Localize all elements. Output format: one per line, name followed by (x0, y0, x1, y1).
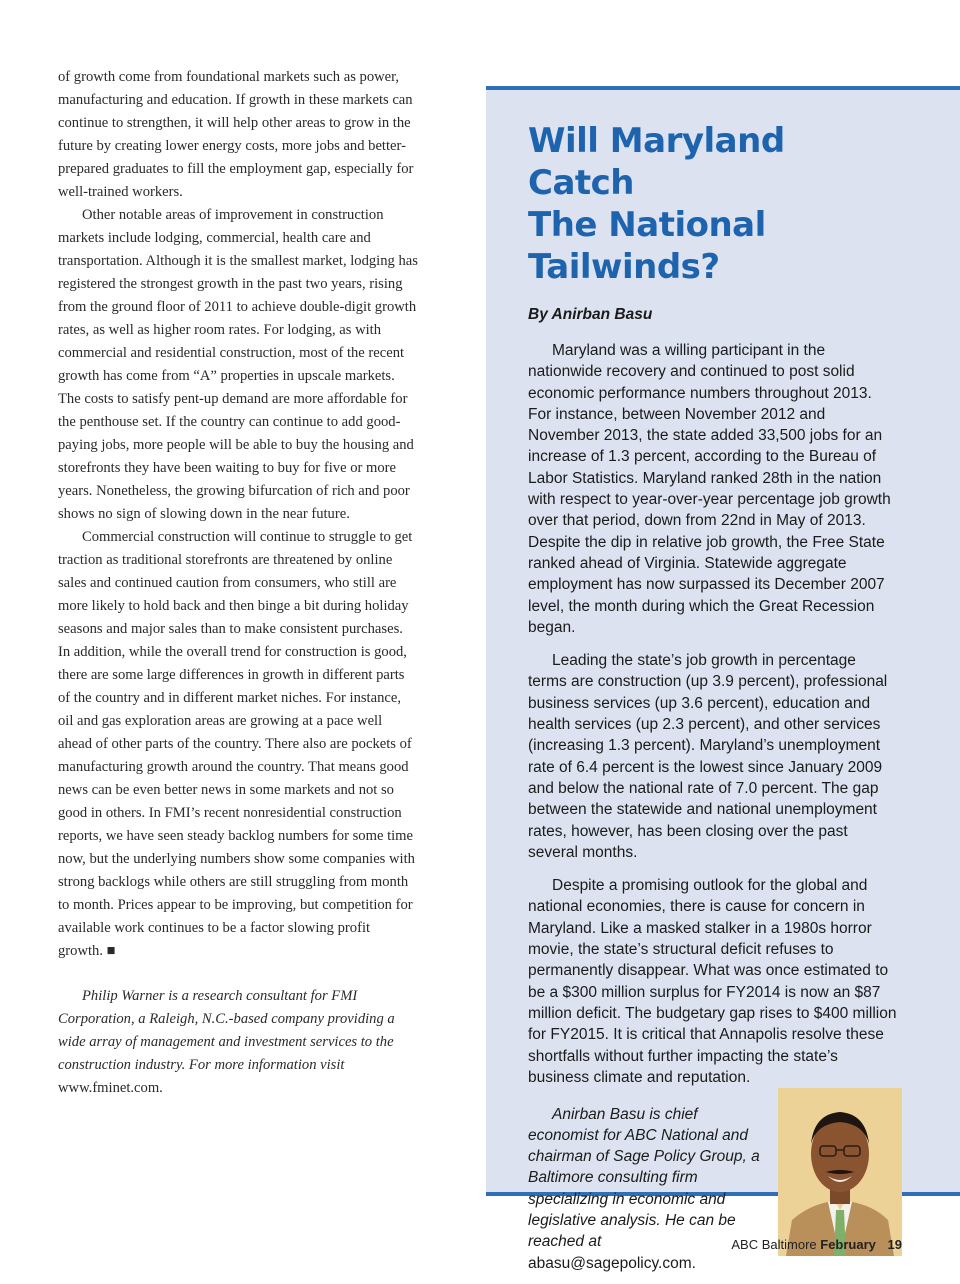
author-bio-left-text: Philip Warner is a research consultant for FMI Corporation, a Raleigh, N.C.-based company providing a wide array of management and investment services to the construction industry. For more information visit (58, 988, 395, 1073)
left-paragraph-1: of growth come from foundational markets such as power, manufacturing and education. If growth in these markets can continue to strengthen, it will help other areas to grow in the future by creating lower energy costs, more jobs and better-prepared graduates to fill the employment gap, especially for well-trained workers. (58, 69, 414, 200)
left-paragraph-2: Other notable areas of improvement in construction markets include lodging, commercial, health care and transportation. Although it is the smallest market, lodging has registered the strongest growth in the past two years, rising from the ground floor of 2011 to achieve double-digit growth rates, as well as higher room rates. For lodging, as with commercial and residential construction, most of the recent growth has come from “A” properties in upscale markets. The costs to satisfy pent-up demand are more affordable for the penthouse set. If the country can continue to add good-paying jobs, more people will be able to buy the housing and storefronts they have been waiting to buy for five or more years. Nonetheless, the growing bifurcation of rich and poor shows no sign of slowing down in the near future. (58, 207, 418, 522)
page-number: 19 (887, 1237, 902, 1252)
author-bio-sidebar (528, 1104, 764, 1274)
sidebar-paragraph-3: Despite a promising outlook for the global and national economies, there is cause for concern in Maryland. Like a masked stalker in a 1980s horror movie, the state’s structural deficit refuses to permanently disappear. What was once estimated to be a $300 million surplus for FY2014 is now an $87 million deficit. The budgetary gap rises to $400 million for FY2015. It is critical that Annapolis resolve these shortfalls without further impacting the state’s business climate and reputation. (528, 877, 897, 1086)
publication-name: ABC Baltimore (731, 1237, 817, 1252)
left-paragraph-3-text: Commercial construction will continue to struggle to get traction as traditional storefronts are threatened by online sales and continued caution from consumers, who still are more likely to hold back and then binge a bit during holiday seasons and major sales than to make consistent purchases. In addition, while the overall trend for construction is good, there are some large differences in growth in different parts of the country and in different market niches. For instance, oil and gas exploration areas are growing at a pace well ahead of other parts of the country. There also are pockets of manufacturing growth around the country. That means good news can be even better news in some markets and not so good in others. In FMI’s recent nonresidential construction reports, we have seen steady backlog numbers for some time now, but the underlying numbers show some companies with strong backlogs while others are still struggling from month to month. Prices appear to be improving, but competition for available work continues to be a factor slowing profit growth. (58, 529, 415, 959)
author-bio-left (58, 985, 418, 1100)
end-mark: ■ (106, 943, 116, 959)
left-paragraph-3 (58, 526, 418, 963)
issue-month: February (820, 1237, 876, 1252)
sidebar-content (528, 120, 898, 1272)
sidebar-headline (528, 120, 898, 288)
byline: By Anirban Basu (528, 306, 653, 323)
sidebar-paragraph-1: Maryland was a willing participant in the nationwide recovery and continued to post solid economic performance numbers throughout 2013. For instance, between November 2012 and November 2013, the state added 33,500 jobs for an increase of 1.3 percent, according to the Bureau of Labor Statistics. Maryland ranked 28th in the nation with respect to year-over-year percentage job growth over that period, down from 22nd in May of 2013. Despite the dip in relative job growth, the Free State ranked ahead of Virginia. Statewide aggregate employment has now surpassed its December 2007 level, the month during which the Great Recession began. (528, 342, 891, 636)
headline-line-1: Will Maryland Catch (528, 121, 785, 203)
author-portrait-icon (778, 1088, 902, 1256)
sidebar-paragraph-2: Leading the state’s job growth in percentage terms are construction (up 3.9 percent), professional business services (up 3.6 percent), education and health services (up 2.3 percent), and other services (increasing 1.3 percent). Maryland’s unemployment rate of 6.4 percent is the lowest since January 2009 and below the national rate of 7.0 percent. The gap between the statewide and national unemployment rates, however, has been closing over the past several months. (528, 652, 888, 861)
page-footer (731, 1237, 902, 1252)
fmi-url-link[interactable]: www.fminet.com. (58, 1080, 163, 1096)
author-block (528, 1104, 898, 1272)
left-article-column (58, 66, 418, 1100)
author-photo (778, 1088, 902, 1256)
author-bio-sidebar-text: Anirban Basu is chief economist for ABC National and chairman of Sage Policy Group, a Baltimore consulting firm specializing in economic and legislative analysis. He can be reached at (528, 1105, 760, 1251)
headline-line-2: The National Tailwinds? (528, 205, 766, 287)
author-email-link[interactable]: abasu@sagepolicy.com. (528, 1254, 696, 1272)
